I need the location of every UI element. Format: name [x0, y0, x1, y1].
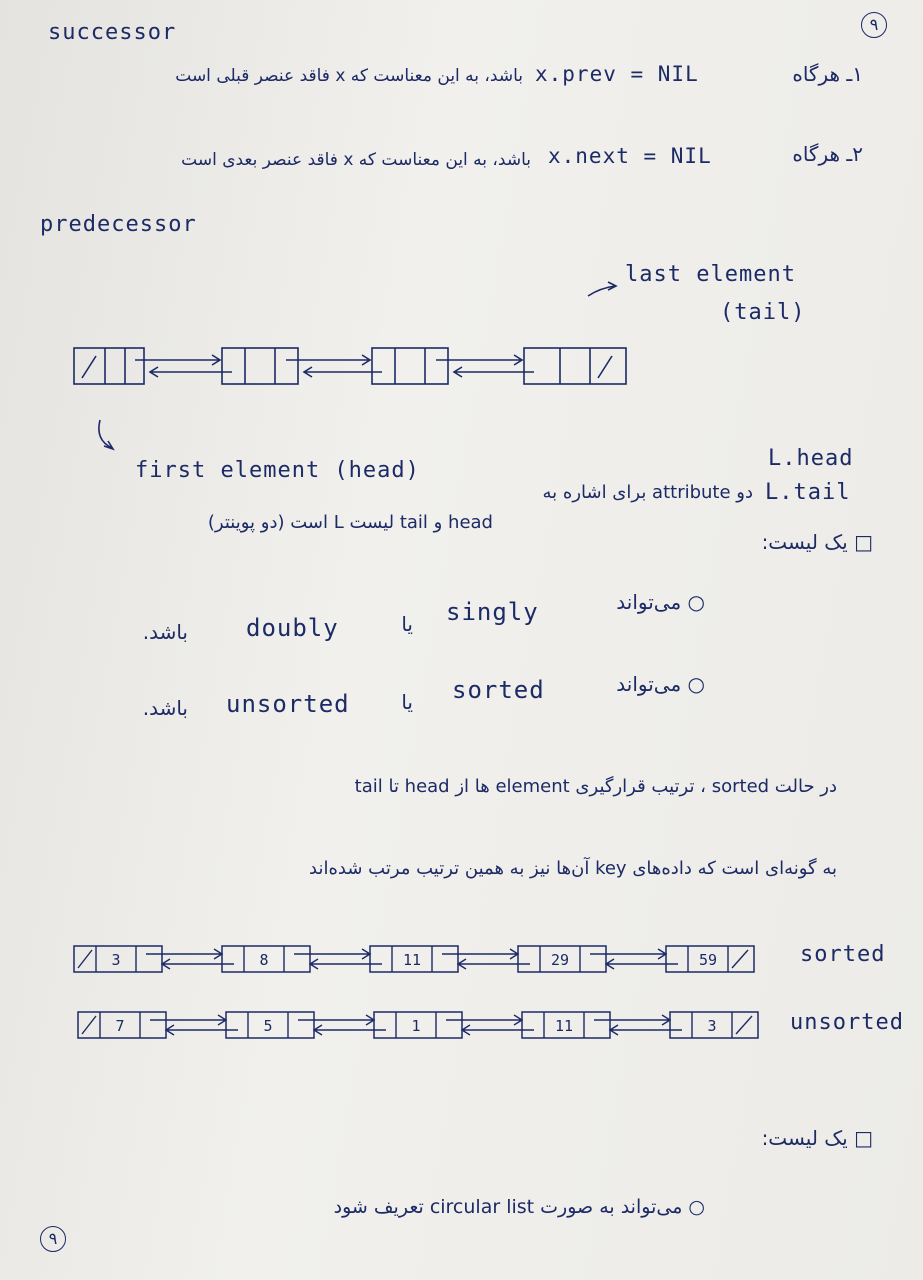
next-pointer-icon: [590, 949, 666, 959]
first-element-label: first element (head): [135, 458, 420, 483]
sorted-list-label: sorted: [800, 942, 886, 967]
next-pointer-icon: [294, 949, 370, 959]
list-node: [370, 946, 458, 972]
line1-prefix: ۱ـ هرگاه: [792, 62, 863, 86]
line1-code: x.prev = NIL: [535, 62, 699, 86]
list-node: [518, 946, 606, 972]
line1-rest: باشد، به این معناست که x فاقد عنصر قبلی است: [175, 66, 523, 86]
can-be-2: ○ می‌تواند: [616, 672, 705, 696]
or-2: یا: [401, 690, 413, 714]
list-node: [78, 1012, 166, 1038]
line2-prefix: ۲ـ هرگاه: [792, 142, 863, 166]
next-pointer-icon: [150, 1015, 226, 1025]
list-node-key: 8: [259, 951, 269, 969]
next-pointer-icon: [446, 1015, 522, 1025]
list-node: [226, 1012, 314, 1038]
list-node-key: 11: [554, 1017, 574, 1035]
l-tail: L.tail: [765, 480, 851, 505]
list-node: [374, 1012, 462, 1038]
list-node-key: 11: [402, 951, 422, 969]
circular-line: ○ می‌تواند به صورت circular list تعریف شود: [333, 1196, 705, 1218]
can-be-1: ○ می‌تواند: [616, 590, 705, 614]
be-1: باشد.: [142, 620, 188, 644]
unsorted-list-label: unsorted: [790, 1010, 904, 1035]
prev-pointer-icon: [606, 959, 678, 969]
list-node-key: 3: [111, 951, 121, 969]
attr-line: دو attribute برای اشاره به: [542, 482, 753, 503]
predecessor-label: predecessor: [40, 212, 197, 237]
list-bullet-1: □ یک لیست:: [761, 530, 873, 554]
next-pointer-icon: [594, 1015, 670, 1025]
prev-pointer-icon: [162, 959, 234, 969]
sorted-line-1: در حالت sorted ، ترتیب قرارگیری element ها از head تا tail: [354, 776, 837, 797]
prev-pointer-icon: [610, 1025, 682, 1035]
list-node: [666, 946, 754, 972]
list-node: [522, 1012, 610, 1038]
or-1: یا: [401, 612, 413, 636]
list-node-key: 7: [115, 1017, 125, 1035]
unsorted-word: unsorted: [226, 690, 350, 718]
prev-pointer-icon: [166, 1025, 238, 1035]
next-pointer-icon: [298, 1015, 374, 1025]
page-number-top: ۹: [861, 12, 887, 38]
list-node-key: 59: [698, 951, 718, 969]
prev-pointer-icon: [310, 959, 382, 969]
be-2: باشد.: [142, 696, 188, 720]
doubly-word: doubly: [246, 614, 339, 642]
singly-word: singly: [446, 598, 539, 626]
l-head: L.head: [768, 446, 854, 471]
list-node: [670, 1012, 758, 1038]
list-node-key: 1: [411, 1017, 421, 1035]
list-node-key: 5: [263, 1017, 273, 1035]
prev-pointer-icon: [458, 959, 530, 969]
prev-pointer-icon: [462, 1025, 534, 1035]
list-node-key: 29: [550, 951, 570, 969]
list-node: [222, 946, 310, 972]
list-node: [74, 946, 162, 972]
last-element-label: last element: [625, 262, 796, 287]
successor-label: successor: [48, 20, 177, 45]
sorted-line-2: به گونه‌ای است که داده‌های key آن‌ها نیز به همین ترتیب مرتب شده‌اند: [309, 858, 837, 879]
line2-rest: باشد، به این معناست که x فاقد عنصر بعدی است: [181, 150, 531, 170]
head-tail-line: head و tail لیست L است (دو پوینتر): [207, 512, 493, 533]
next-pointer-icon: [442, 949, 518, 959]
line2-code: x.next = NIL: [548, 144, 712, 168]
sorted-word: sorted: [452, 676, 545, 704]
prev-pointer-icon: [314, 1025, 386, 1035]
next-pointer-icon: [146, 949, 222, 959]
tail-label: (tail): [720, 300, 806, 325]
list-node-key: 3: [707, 1017, 717, 1035]
list-bullet-2: □ یک لیست:: [761, 1126, 873, 1150]
page-number-bottom: ۹: [40, 1226, 66, 1252]
